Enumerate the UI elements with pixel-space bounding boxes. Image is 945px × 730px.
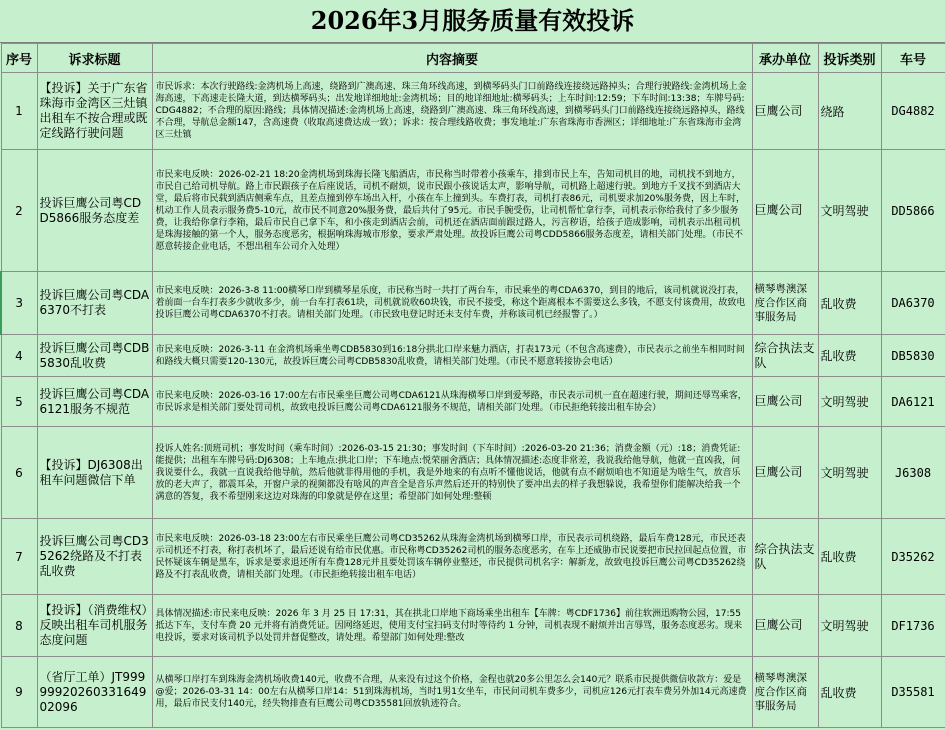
cell-unit[interactable]: 巨鹰公司 <box>752 73 818 150</box>
cell-category[interactable]: 乱收费 <box>818 657 881 728</box>
cell-plate[interactable]: DD5866 <box>881 150 945 272</box>
cell-unit[interactable]: 综合执法支队 <box>752 335 818 377</box>
header-summary[interactable]: 内容摘要 <box>152 44 752 73</box>
cell-unit[interactable]: 综合执法支队 <box>752 519 818 595</box>
cell-idx[interactable]: 4 <box>1 335 37 377</box>
cell-idx[interactable]: 7 <box>1 519 37 595</box>
cell-plate[interactable]: D35262 <box>881 519 945 595</box>
complaints-table <box>0 43 945 728</box>
cell-category[interactable]: 乱收费 <box>818 519 881 595</box>
cell-unit[interactable]: 横琴粤澳深度合作区商事服务局 <box>752 272 818 335</box>
cell-topic[interactable]: 【投诉】（消费维权）反映出租车司机服务态度问题 <box>37 595 152 657</box>
cell-topic[interactable]: 投诉巨鹰公司粤CDD5866服务态度差 <box>37 150 152 272</box>
cell-category[interactable]: 文明驾驶 <box>818 150 881 272</box>
cell-unit[interactable]: 巨鹰公司 <box>752 377 818 427</box>
cell-category[interactable]: 文明驾驶 <box>818 377 881 427</box>
cell-plate[interactable]: DA6370 <box>881 272 945 335</box>
cell-topic[interactable]: 投诉巨鹰公司粤CDA6121服务不规范 <box>37 377 152 427</box>
cell-category[interactable]: 文明驾驶 <box>818 427 881 519</box>
cell-unit[interactable]: 巨鹰公司 <box>752 595 818 657</box>
cell-plate[interactable]: DG4882 <box>881 73 945 150</box>
cell-topic[interactable]: 投诉巨鹰公司粤CDA6370不打表 <box>37 272 152 335</box>
header-row <box>1 44 945 73</box>
cell-summary[interactable]: 市民来电反映：2026-3-11 在金湾机场乘坐粤CDB5830到16:18分拱北口岸来魅力酒店，打表173元（不包含高速费），市民表示之前坐车相同时间和路线大概只需要120-130元，故投诉巨鹰公司粤CDB5830乱收费，请相关部门处理。（市民不愿意转接协会电话） <box>152 335 752 377</box>
cell-topic[interactable]: （省厅工单）JT9999992026033164902096 <box>37 657 152 728</box>
cell-plate[interactable]: DF1736 <box>881 595 945 657</box>
cell-summary[interactable]: 市民来电反映：2026-03-18 23:00左右市民乘坐巨鹰公司粤CD35262从珠海金湾机场到横琴口岸，市民表示司机绕路，最后车费128元，市民还表示司机还不打表，称打表机坏了，最后还说有给市民优惠。市民称粤CD35262司机的服务态度恶劣，在车上还威胁市民说要把市民拉回起点位置，市民怀疑该车辆是黑车，诉求是要求退还所有车费128元并且要处罚该车辆停业整还，市民提供司机名字：解新龙，故致电投诉巨鹰公司粤CD35262绕路及不打表乱收费，请相关部门处理。（市民拒绝转接出租车电话） <box>152 519 752 595</box>
header-unit[interactable]: 承办单位 <box>752 44 818 73</box>
cell-idx[interactable]: 1 <box>1 73 37 150</box>
cell-plate[interactable]: J6308 <box>881 427 945 519</box>
header-topic[interactable]: 诉求标题 <box>37 44 152 73</box>
cell-summary[interactable]: 投诉人姓名:顶班司机；事发时间（乘车时间）:2026-03-15 21:30；事发时间（下车时间）:2026-03-20 21:36；消费金额（元）:18；消费凭证:能提供；出租车车牌号码:DJ6308；上车地点:拱北口岸；下车地点:悦荣丽舍酒店；具体情况描述:态度非常差，我说我给他导航，他就一直凶我，问我说要什么，我就一直说我给他导航，然后他就非得用他的手机，我是外地来的有点听不懂他说话，他就有点不耐烦咱也不知道是为啥生气，放音乐放的老大声了，都震耳朵，开窗户录的视频都没有啥风的声音全是音乐声然后还开的特别快了要冲出去的样子我想躲说，我希望你们能解决给我一个满意的答复，我不希望刚来这边对珠海的印象就是停在这里；希望部门如何处理:整顿 <box>152 427 752 519</box>
cell-summary[interactable]: 市民来电反映：2026-3-8 11:00横琴口岸到横琴星乐度，市民称当时一共打了两台车，市民乘坐的粤CDA6370，到目的地后，该司机就说没打表，着前面一台车打表多少就收多少，前一台车打表61块，司机就说收60块钱，市民不接受，称这个距离根本不需要这么多钱，不愿支付该费用，故致电投诉巨鹰公司粤CDA6370不打表。请相关部门处理。（市民致电登记时还未支付车费，并称该司机已经报警了。） <box>152 272 752 335</box>
cell-category[interactable]: 绕路 <box>818 73 881 150</box>
cell-plate[interactable]: D35581 <box>881 657 945 728</box>
table-row <box>1 272 945 335</box>
cell-unit[interactable]: 巨鹰公司 <box>752 150 818 272</box>
cell-summary[interactable]: 市民诉求：本次行驶路线:金湾机场上高速，绕路到广澳高速、珠三角环线高速，到横琴码头门口前路线连接绕远路掉头；合理行驶路线:金湾机场上金海高速，下高速走长隆大道，到达横琴码头；出发地详细地址:金湾机场；目的地详细地址:横琴码头；上车时间:12:59；下车时间:13:38；车牌号码:CDG4882；不合理的原因:路线；具体情况描述:金湾机场上高速，绕路到广澳高速、珠三角环线高速，到横琴码头门口前路线连接绕远路掉头，路线不合理，导航总金额147，含高速费（收取高速费达成一致）；诉求：按合理线路收费；事发地址:广东省珠海市香洲区；详细地址:广东省珠海市金湾区三灶镇 <box>152 73 752 150</box>
table-row <box>1 657 945 728</box>
header-category[interactable]: 投诉类别 <box>818 44 881 73</box>
cell-plate[interactable]: DB5830 <box>881 335 945 377</box>
sheet-title: 2026年3月服务质量有效投诉 <box>0 0 945 43</box>
cell-idx[interactable]: 3 <box>1 272 37 335</box>
cell-plate[interactable]: DA6121 <box>881 377 945 427</box>
cell-unit[interactable]: 巨鹰公司 <box>752 427 818 519</box>
cell-idx[interactable]: 6 <box>1 427 37 519</box>
table-row <box>1 335 945 377</box>
cell-idx[interactable]: 5 <box>1 377 37 427</box>
cell-topic[interactable]: 投诉巨鹰公司粤CDB5830乱收费 <box>37 335 152 377</box>
cell-idx[interactable]: 2 <box>1 150 37 272</box>
header-plate[interactable]: 车号 <box>881 44 945 73</box>
cell-topic[interactable]: 【投诉】DJ6308出租车问题微信下单 <box>37 427 152 519</box>
table-row <box>1 150 945 272</box>
table-row <box>1 519 945 595</box>
cell-category[interactable]: 文明驾驶 <box>818 595 881 657</box>
table-row <box>1 595 945 657</box>
cell-category[interactable]: 乱收费 <box>818 272 881 335</box>
table-row <box>1 73 945 150</box>
table-row <box>1 377 945 427</box>
cell-category[interactable]: 乱收费 <box>818 335 881 377</box>
cell-summary[interactable]: 从横琴口岸打车到珠海金湾机场收费140元，收费不合理，从来没有过这个价格，金程也就20多公里怎么会140元？联系市民提供微信收款方：爱是@爱；2026-03-31 14：00左右从横琴口岸14：51到珠海机场，当时1男1女坐车，市民问司机车费多少，司机应126元打表车费另外加14元高速费用，最后市民支付140元，经失物排查有巨鹰公司粤CD35581回放轨迹符合。 <box>152 657 752 728</box>
cell-unit[interactable]: 横琴粤澳深度合作区商事服务局 <box>752 657 818 728</box>
cell-summary[interactable]: 市民来电反映：2026-02-21 18:20金湾机场到珠海长隆飞船酒店，市民称当时带着小孩乘车，排到市民上车，告知司机目的地，司机找不到地方，市民自己给司机导航。路上市民跟孩子在后座说话，司机不耐烦，说市民跟小孩说话太声，影响导航，司机路上超速行驶。到地方千叉找不到酒店大堂，最后将市民载到酒店侧乘车点，且差点撞到停车场出入杆，小孩在车上撞到头。车费打表，司机打表86元，司机要求加20%服务费，因上车时，机动工作人员表示服务费5-10元，故市民不同意20%服务费，最后共付了95元。市民手腕受伤，让司机帮忙拿行李，司机表示你给我付了多少服务费，让我给你拿行李箱，最后市民自己拿下车，和小孩走到酒店会前，司机还在酒店面前跟过路人，污言秽语，给孩子造成影响，司机表示出租司机是珠海接触的第一个人，服务态度恶劣，根据响珠海城市形象，要求严肃处理。故投诉巨鹰公司粤CDD5866服务态度差，请相关部门处理。（市民不愿意转接企业电话，不想出租车公司介入处理） <box>152 150 752 272</box>
header-idx[interactable]: 序号 <box>1 44 37 73</box>
table-row <box>1 427 945 519</box>
cell-topic[interactable]: 投诉巨鹰公司粤CD35262绕路及不打表乱收费 <box>37 519 152 595</box>
cell-topic[interactable]: 【投诉】关于广东省珠海市金湾区三灶镇出租车不按合理或既定线路行驶问题 <box>37 73 152 150</box>
cell-idx[interactable]: 9 <box>1 657 37 728</box>
cell-summary[interactable]: 具体情况描述:市民来电反映：2026 年 3 月 25 日 17:31，其在拱北口岸地下商场乘坐出租车【车牌：粤CDF1736】前往软洲迅购物公园，17:55 抵达下车，支付车费 20 元并将有消费凭证。因网络延迟，使用支付宝扫码支付时等待约 1 分钟，司机表现不耐烦并出言辱骂，服务态度恶劣。现来电投诉，要求对该司机予以处罚并督促整改，请处理。希望部门如何处理:整改 <box>152 595 752 657</box>
cell-idx[interactable]: 8 <box>1 595 37 657</box>
cell-summary[interactable]: 市民来电反映：2026-03-16 17:00左右市民乘坐巨鹰公司粤CDA6121从珠海横琴口岸到爱琴路，市民表示司机一直在超速行驶，期间还辱骂乘客，市民诉求是相关部门要处罚司机，故致电投诉巨鹰公司粤CDA6121服务不规范，请相关部门处理。（市民拒绝转接出租车协会） <box>152 377 752 427</box>
